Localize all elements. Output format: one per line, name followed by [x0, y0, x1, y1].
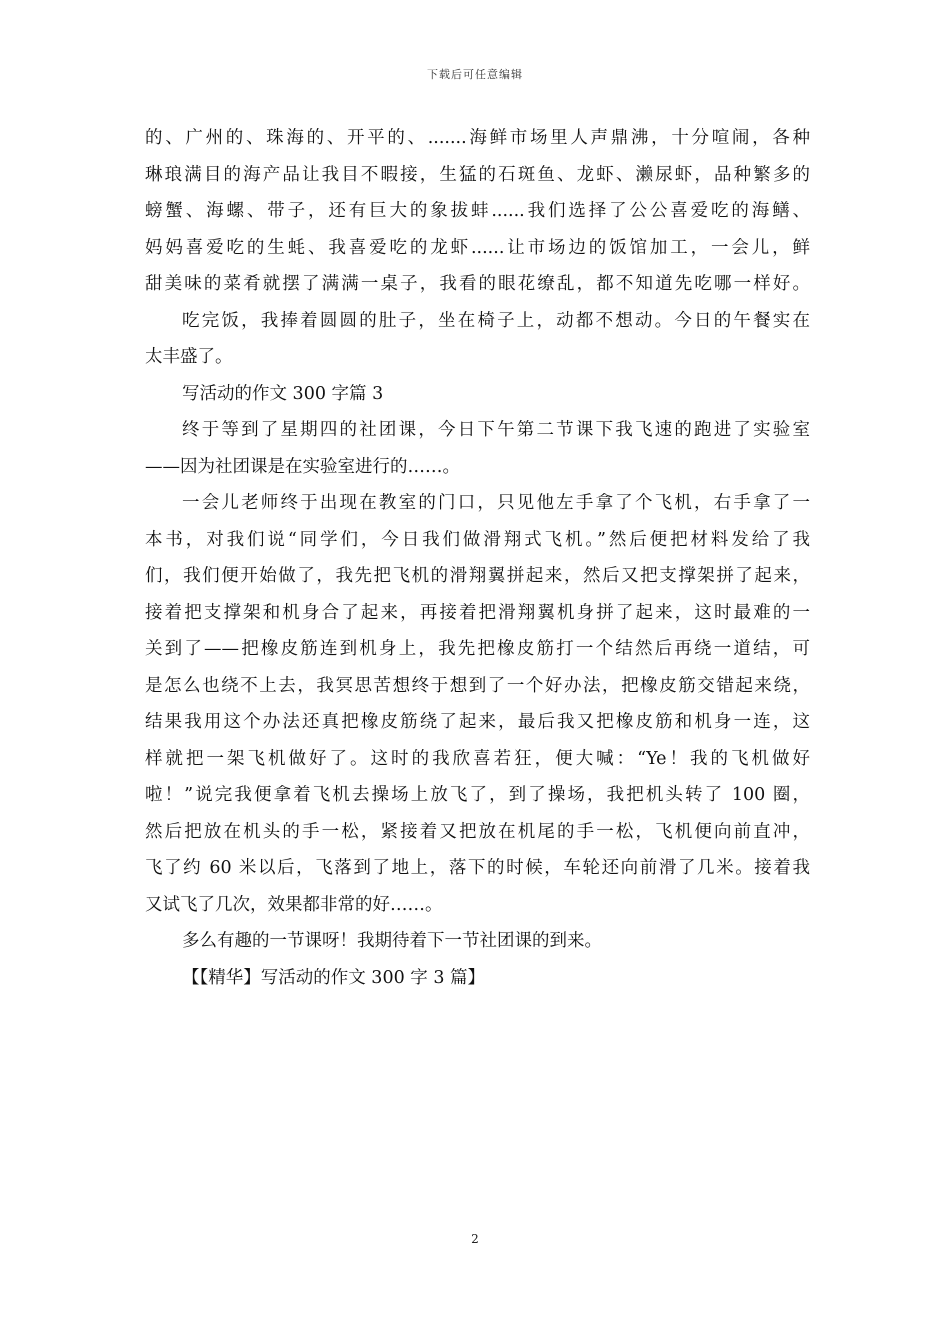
- document-title-footer: 【【精华】写活动的作文 300 字 3 篇】: [182, 967, 486, 988]
- text-line: 啦！”说完我便拿着飞机去操场上放飞了，到了操场，我把机头转了 100 圈，: [145, 785, 810, 805]
- text-line: 接着把支撑架和机身合了起来，再接着把滑翔翼机身拼了起来，这时最难的一: [145, 602, 810, 623]
- text-line: 太丰盛了。: [145, 347, 233, 367]
- section-heading: 写活动的作文 300 字篇 3: [182, 383, 384, 404]
- text-line: 琳琅满目的海产品让我目不暇接，生猛的石斑鱼、龙虾、濑尿虾，品种繁多的: [145, 164, 810, 185]
- text-line: 是怎么也绕不上去，我冥思苦想终于想到了一个好办法，把橡皮筋交错起来绕，: [145, 675, 810, 696]
- page-number: 2: [471, 1232, 479, 1246]
- text-line: 结果我用这个办法还真把橡皮筋绕了起来，最后我又把橡皮筋和机身一连，这: [145, 712, 810, 732]
- text-line: 本书，对我们说“同学们，今日我们做滑翔式飞机。”然后便把材料发给了我: [145, 529, 810, 550]
- text-line: 一会儿老师终于出现在教室的门口，只见他左手拿了个飞机，右手拿了一: [182, 493, 810, 513]
- text-line: ——因为社团课是在实验室进行的……。: [145, 456, 460, 477]
- text-line: 甜美味的菜肴就摆了满满一桌子，我看的眼花缭乱，都不知道先吃哪一样好。: [145, 274, 810, 294]
- text-line: 吃完饭，我捧着圆圆的肚子，坐在椅子上，动都不想动。今日的午餐实在: [182, 310, 810, 331]
- document-body: [145, 120, 810, 996]
- text-line: 多么有趣的一节课呀！我期待着下一节社团课的到来。: [182, 931, 602, 951]
- text-line: 的、广州的、珠海的、开平的、.......海鲜市场里人声鼎沸，十分喧闹，各种: [145, 128, 810, 148]
- text-line: 终于等到了星期四的社团课，今日下午第二节课下我飞速的跑进了实验室: [182, 420, 810, 440]
- text-line: 螃蟹、海螺、带子，还有巨大的象拔蚌......我们选择了公公喜爱吃的海鳝、: [145, 201, 810, 221]
- text-line: 又试飞了几次，效果都非常的好……。: [145, 894, 443, 915]
- text-line: 们，我们便开始做了，我先把飞机的滑翔翼拼起来，然后又把支撑架拼了起来，: [145, 566, 810, 586]
- text-line: 样就把一架飞机做好了。这时的我欣喜若狂，便大喊：“Ye！我的飞机做好: [145, 748, 810, 769]
- text-line: 飞了约 60 米以后，飞落到了地上，落下的时候，车轮还向前滑了几米。接着我: [145, 858, 810, 878]
- text-line: 关到了——把橡皮筋连到机身上，我先把橡皮筋打一个结然后再绕一道结，可: [145, 639, 810, 659]
- page-header: 下载后可任意编辑: [427, 68, 523, 81]
- text-line: 妈妈喜爱吃的生蚝、我喜爱吃的龙虾......让市场边的饭馆加工，一会儿，鲜: [145, 237, 810, 258]
- text-line: 然后把放在机头的手一松，紧接着又把放在机尾的手一松，飞机便向前直冲，: [145, 821, 810, 842]
